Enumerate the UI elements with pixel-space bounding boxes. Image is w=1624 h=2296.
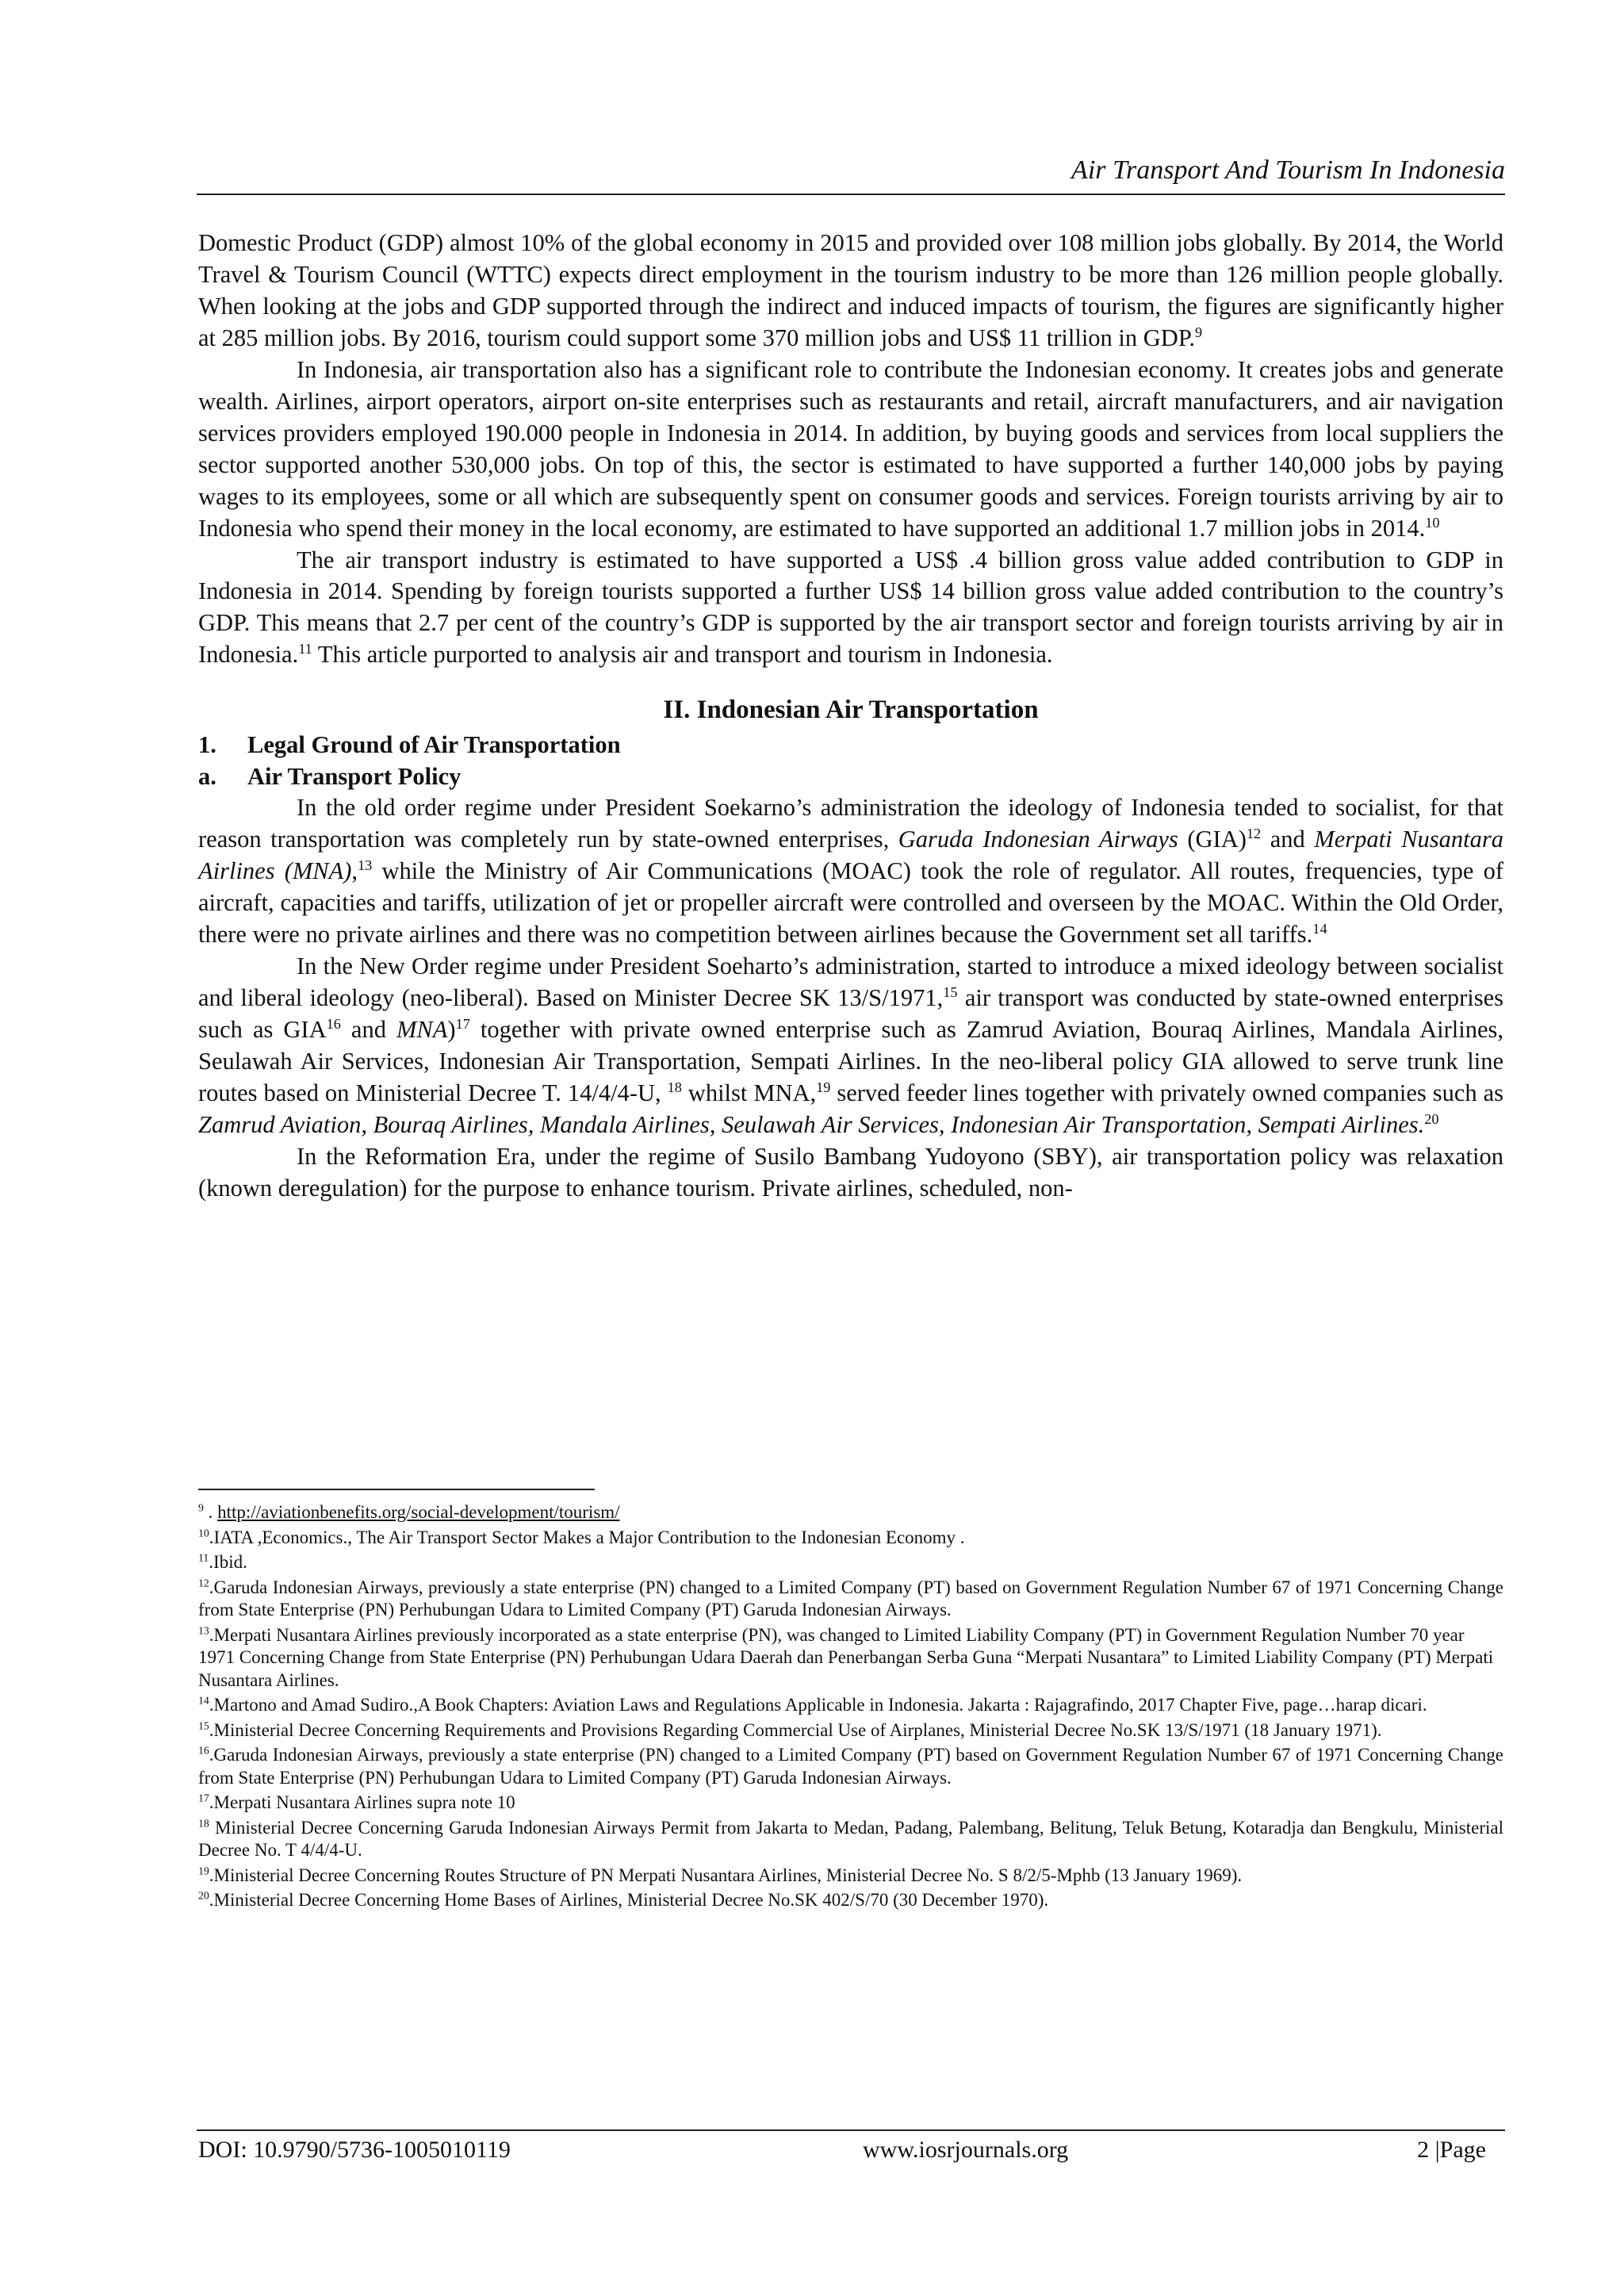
section-title: II. Indonesian Air Transportation: [663, 696, 1039, 725]
page-number: 2 |Page: [1417, 2137, 1486, 2163]
footnote: $^{13}$.Merpati Nusantara Airlines previously incorporated as a state enterprise (PN), was changed to Limited Liability Company (PT) in Government Regulation Number 70 year 1971 Concerning Change from State Enterprise (PN) Perhubungan Udara Daerah dan Penerbangan Serba Guna “Merpati Nusantara” to Limited Liability Company (PT) Merpati Nusantara Airlines.: [198, 1623, 1494, 1690]
footer-rule: [197, 2129, 1505, 2131]
paragraph-5: In the New Order regime under President Soeharto’s administration, started to introduce a mixed ideology between socialist and liberal ideology (neo-liberal). Based on Minister Decree SK 13/S/1971,15 air transport was conducted by state-owned enterprises such as GIA$^{16}$ and MNA)$^{17}$ together with private owned enterprise such as Zamrud Aviation, Bouraq Airlines, Mandala Airlines, Seulawah Air Services, Indonesian Air Transportation, Sempati Airlines. In the neo-liberal policy GIA allowed to serve trunk line routes based on Ministerial Decree T. 14/4/4-U, $^{18}$ whilst MNA,$^{19}$ served feeder lines together with privately owned companies such as Zamrud Aviation, Bouraq Airlines, Mandala Airlines, Seulawah Air Services, Indonesian Air Transportation, Sempati Airlines.$^{20}$: [198, 953, 1503, 1138]
footnote-ref[interactable]: 15: [943, 984, 958, 1001]
running-title: Air Transport And Tourism In Indonesia: [1071, 155, 1505, 185]
subheading-a: a. Air Transport Policy: [198, 762, 462, 790]
paragraph-1: Domestic Product (GDP) almost 10% of the global economy in 2015 and provided over 108 million jobs globally. By 2014, the World Travel & Tourism Council (WTTC) expects direct employment in the tourism industry to be more than 126 million people globally. When looking at the jobs and GDP supported through the indirect and induced impacts of tourism, the figures are significantly higher at 285 million jobs. By 2016, tourism could support some 370 million jobs and US$ 11 trillion in GDP.$^9$: [198, 229, 1503, 351]
paragraph-4: In the old order regime under President Soekarno’s administration the ideology of Indonesia tended to socialist, for that reason transportation was completely run by state-owned enterprises, Garuda Indonesian Airways (GIA)$^{12}$ and Merpati Nusantara Airlines (MNA),$^{13}$ while the Ministry of Air Communications (MOAC) took the role of regulator. All routes, frequencies, type of aircraft, capacities and tariffs, utilization of jet or propeller aircraft were controlled and overseen by the MOAC. Within the Old Order, there were no private airlines and there was no competition between airlines because the Government set all tariffs.$^{14}$: [198, 794, 1503, 949]
footnote-ref[interactable]: 18: [667, 1079, 682, 1095]
footnote-ref[interactable]: 9: [1195, 324, 1203, 340]
paragraph-2: In Indonesia, air transportation also has a significant role to contribute the Indonesian economy. It creates jobs and generate wealth. Airlines, airport operators, airport on-site enterprises such as restaurants and retail, aircraft manufacturers, and air navigation services providers employed 190.000 people in Indonesia in 2014. In addition, by buying goods and services from local suppliers the sector supported another 530,000 jobs. On top of this, the sector is estimated to have supported a further 140,000 jobs by paying wages to its employees, some or all which are subsequently spent on consumer goods and services. Foreign tourists arriving by air to Indonesia who spend their money in the local economy, are estimated to have supported an additional 1.7 million jobs in 2014.10: [198, 355, 1503, 542]
footnote: $^{11}$.Ibid.: [198, 1551, 247, 1573]
body-text: [198, 228, 1503, 1205]
footnote: $^{12}$.Garuda Indonesian Airways, previously a state enterprise (PN) changed to a Limited Company (PT) based on Government Regulation Number 67 of 1971 Concerning Change from State Enterprise (PN) Perhubungan Udara to Limited Company (PT) Garuda Indonesian Airways.: [198, 1576, 1503, 1620]
footnote: $^9$ . http://aviationbenefits.org/social-development/tourism/: [198, 1501, 620, 1522]
paragraph-3: The air transport industry is estimated to have supported a US$ .4 billion gross value added contribution to GDP in Indonesia in 2014. Spending by foreign tourists supported a further US$ 14 billion gross value added contribution to the country’s GDP. This means that 2.7 per cent of the country’s GDP is supported by the air transport sector and foreign tourists arriving by air in Indonesia.$^{11}$ This article purported to analysis air and transport and tourism in Indonesia.: [198, 546, 1503, 669]
header-rule: [197, 194, 1505, 195]
journal-site[interactable]: www.iosrjournals.org: [863, 2137, 1069, 2163]
footnote-ref[interactable]: 19: [816, 1079, 831, 1095]
footnote: $^{18}$ Ministerial Decree Concerning Garuda Indonesian Airways Permit from Jakarta to Medan, Padang, Palembang, Belitung, Teluk Betung, Kotaradja dan Bengkulu, Ministerial Decree No. T 4/4/4-U.: [198, 1817, 1504, 1861]
footnote-ref[interactable]: 17: [455, 1015, 470, 1032]
footnote: $^{19}$.Ministerial Decree Concerning Routes Structure of PN Merpati Nusantara Airlines, Ministerial Decree No. S 8/2/5-Mphb (13 January 1969).: [198, 1865, 1243, 1885]
footnote-ref[interactable]: 13: [358, 857, 373, 874]
doi: DOI: 10.9790/5736-1005010119: [198, 2137, 511, 2163]
subheading-1: 1. Legal Ground of Air Transportation: [198, 730, 621, 758]
footnote: $^{17}$.Merpati Nusantara Airlines supra note 10: [198, 1792, 515, 1813]
paragraph-6: In the Reformation Era, under the regime of Susilo Bambang Yudoyono (SBY), air transportation policy was relaxation (known deregulation) for the purpose to enhance tourism. Private airlines, scheduled, non-: [198, 1142, 1503, 1202]
footnote: $^{10}$.IATA ,Economics., The Air Transport Sector Makes a Major Contribution to the Indonesian Economy .: [198, 1526, 965, 1547]
footnote-ref[interactable]: 10: [1425, 514, 1440, 531]
footnote-ref[interactable]: 20: [1424, 1110, 1439, 1127]
footnote: $^{20}$.Ministerial Decree Concerning Home Bases of Airlines, Ministerial Decree No.SK 402/S/70 (30 December 1970).: [198, 1889, 1049, 1911]
footnote: $^{14}$.Martono and Amad Sudiro.,A Book Chapters: Aviation Laws and Regulations Applicable in Indonesia. Jakarta : Rajagrafindo, 2017 Chapter Five, page…harap dicari.: [198, 1694, 1427, 1715]
footnote-ref[interactable]: 16: [326, 1015, 341, 1032]
footnote: $^{16}$.Garuda Indonesian Airways, previously a state enterprise (PN) changed to a Limited Company (PT) based on Government Regulation Number 67 of 1971 Concerning Change from State Enterprise (PN) Perhubungan Udara to Limited Company (PT) Garuda Indonesian Airways.: [198, 1744, 1503, 1788]
footnote-rule: [198, 1489, 595, 1490]
footnote-ref[interactable]: 14: [1312, 921, 1327, 937]
footnote: $^{15}$.Ministerial Decree Concerning Requirements and Provisions Regarding Commercial Use of Airplanes, Ministerial Decree No.SK 13/S/1971 (18 January 1971).: [198, 1719, 1382, 1740]
footnote-ref[interactable]: 12: [1246, 826, 1262, 842]
footnote-link[interactable]: http://aviationbenefits.org/social-development/tourism/: [217, 1502, 620, 1522]
footnotes: [198, 1501, 1503, 1915]
footnote-ref[interactable]: 11: [298, 641, 312, 657]
